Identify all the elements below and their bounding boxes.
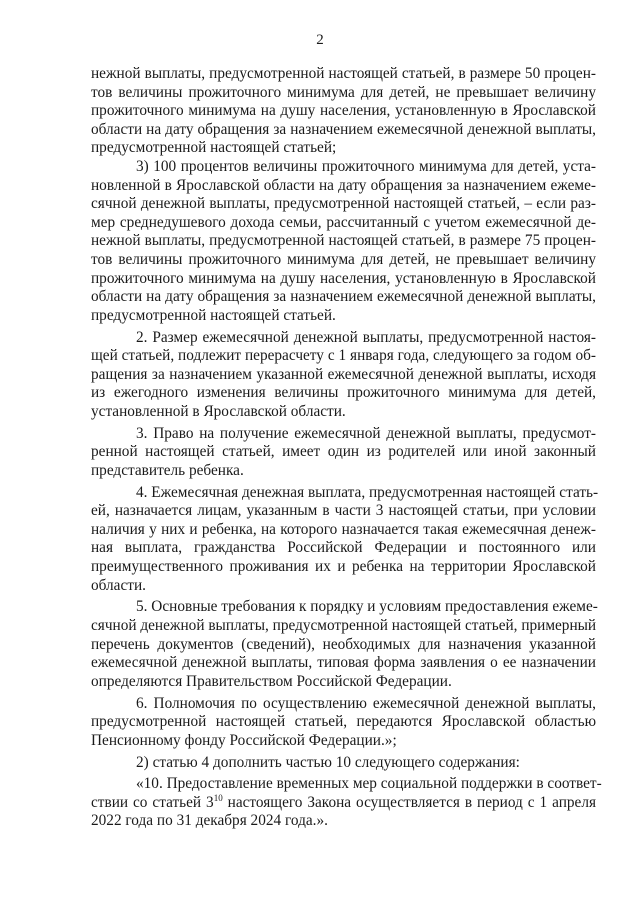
text-line: 2. Размер ежемесячной денежной выплаты, предусмотренной настоя- <box>136 328 596 346</box>
text-line: прожиточного минимума на душу населения, установленную в Ярославской <box>91 102 596 120</box>
text-line: прожиточного минимума на душу населения, установленную в Ярославской <box>91 269 596 287</box>
text-line: «10. Предоставление временных мер социальной поддержки в соответ- <box>136 775 602 793</box>
text-line: Пенсионному фонду Российской Федерации.»; <box>91 731 397 749</box>
text-line: нежной выплаты, предусмотренной настоящей статьей, в размере 75 процен- <box>91 232 596 250</box>
text-line: ей, назначается лицам, указанным в части 3 настоящей статьи, при условии <box>91 502 596 520</box>
text-line: перечень документов (сведений), необходимых для назначения указанной <box>91 635 596 653</box>
paragraph-part-3 <box>91 425 596 481</box>
article-superscript: 10 <box>213 792 223 803</box>
paragraph-part-10 <box>91 775 602 831</box>
paragraph-amendment-item-2 <box>91 754 596 773</box>
text-line: наличия у них и ребенка, на которого назначается такая ежемесячная денеж- <box>91 520 596 538</box>
text-line: из ежегодного изменения величины прожиточного минимума для детей, <box>91 384 596 402</box>
text-line: установленной в Ярославской области. <box>91 402 346 420</box>
text-line: нежной выплаты, предусмотренной настоящей статьей, в размере 50 процен- <box>91 65 596 82</box>
text-line: 5. Основные требования к порядку и условиям предоставления ежеме- <box>136 598 598 616</box>
paragraph-continuation <box>91 65 596 158</box>
text-line: сячной денежной выплаты, предусмотренной настоящей статьей, – если раз- <box>91 195 596 213</box>
text-line: преимущественного проживания их и ребенка на территории Ярославской <box>91 558 596 575</box>
paragraph-part-4 <box>91 483 599 596</box>
text-line: 3. Право на получение ежемесячной денежной выплаты, предусмот- <box>136 424 596 442</box>
text-line: области. <box>91 576 146 594</box>
text-line <box>91 794 596 813</box>
text-line: представитель ребенка. <box>91 461 244 479</box>
text-fragment: ствии со статьей 3 <box>91 793 214 811</box>
text-line: тов величины прожиточного минимума для детей, не превышает величину <box>91 83 596 101</box>
text-line: ежемесячной денежной выплаты, типовая форма заявления о ее назначении <box>91 654 596 672</box>
paragraph-part-2 <box>91 329 596 422</box>
text-fragment: настоящего Закона осуществляется в период с 1 апреля <box>222 793 596 811</box>
paragraph-item-3 <box>91 158 596 325</box>
text-line: новленной в Ярославской области на дату обращения за назначением ежеме- <box>91 176 596 194</box>
text-line: ная выплата, гражданства Российской Федерации и постоянного или <box>91 539 596 557</box>
text-line: 4. Ежемесячная денежная выплата, предусмотренная настоящей стать- <box>136 483 599 501</box>
text-line: определяются Правительством Российской Федерации. <box>91 672 452 690</box>
text-line: 2022 года по 31 декабря 2024 года.». <box>91 812 328 830</box>
text-line: щей статьей, подлежит перерасчету с 1 января года, следующего за годом об- <box>91 347 596 365</box>
document-body <box>91 65 602 831</box>
text-line: области на дату обращения за назначением ежемесячной денежной выплаты, <box>91 288 596 306</box>
paragraph-part-5 <box>91 598 596 691</box>
text-line: 2) статью 4 дополнить частью 10 следующего содержания: <box>136 753 520 771</box>
text-line: 6. Полномочия по осуществлению ежемесячной денежной выплаты, <box>136 694 596 712</box>
text-line: 3) 100 процентов величины прожиточного минимума для детей, уста- <box>136 157 596 175</box>
text-line: предусмотренной настоящей статьей; <box>91 139 337 157</box>
text-line: области на дату обращения за назначением ежемесячной денежной выплаты, <box>91 120 596 138</box>
text-line: тов величины прожиточного минимума для детей, не превышает величину <box>91 250 596 268</box>
paragraph-part-6 <box>91 695 596 751</box>
text-line: предусмотренной настоящей статьей. <box>91 306 336 324</box>
text-line: сячной денежной выплаты, предусмотренной настоящей статьей, примерный <box>91 616 597 634</box>
text-line: мер среднедушевого дохода семьи, рассчитанный с учетом ежемесячной де- <box>91 213 596 231</box>
page-number: 2 <box>316 32 324 48</box>
text-line: ращения за назначением указанной ежемесячной денежной выплаты, исходя <box>91 365 596 383</box>
text-line: предусмотренной настоящей статьей, передаются Ярославской областью <box>91 713 596 731</box>
text-line: ренной настоящей статьей, имеет один из родителей или иной законный <box>91 443 596 461</box>
